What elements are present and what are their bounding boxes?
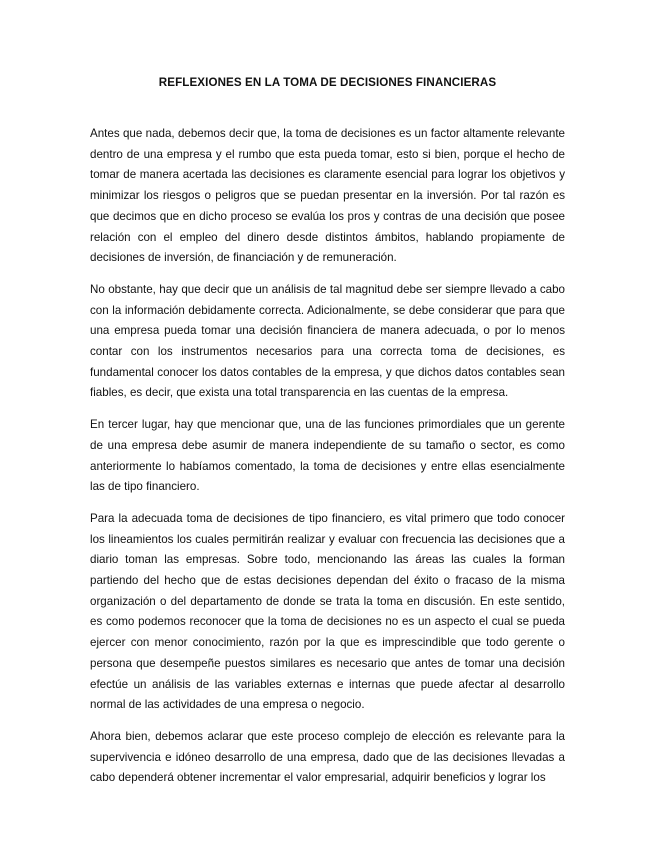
document-body — [90, 124, 565, 800]
paragraph-4: Para la adecuada toma de decisiones de tipo financiero, es vital primero que todo conocer los lineamientos los cuales permitirán realizar y evaluar con frecuencia las decisiones que a diario toman las empresas. Sobre todo, mencionando las áreas las cuales la forman partiendo del hecho que de estas decisiones dependan del éxito o fracaso de la misma organización o del departamento de donde se trata la toma en discusión. En este sentido, es como podemos reconocer que la toma de decisiones no es un aspecto el cual se pueda ejercer con menor conocimiento, razón por la que es imprescindible que todo gerente o persona que desempeñe puestos similares es necesario que antes de tomar una decisión efectúe un análisis de las variables externas e internas que puede afectar al desarrollo normal de las actividades de una empresa o negocio. — [90, 511, 565, 712]
paragraph-5: Ahora bien, debemos aclarar que este proceso complejo de elección es relevante para la supervivencia e idóneo desarrollo de una empresa, dado que de las decisiones llevadas a cabo dependerá obtener incrementar el valor empresarial, adquirir beneficios y lograr los — [90, 729, 565, 785]
paragraph-2: No obstante, hay que decir que un análisis de tal magnitud debe ser siempre llevado a cabo con la información debidamente correcta. Adicionalmente, se debe considerar que para que una empresa pueda tomar una decisión financiera de manera adecuada, o por lo menos contar con los instrumentos necesarios para una correcta toma de decisiones, es fundamental conocer los datos contables de la empresa, y que dichos datos contables sean fiables, es decir, que exista una total transparencia en las cuentas de la empresa. — [90, 282, 565, 400]
paragraph-1: Antes que nada, debemos decir que, la toma de decisiones es un factor altamente relevante dentro de una empresa y el rumbo que esta pueda tomar, esto si bien, porque el hecho de tomar de manera acertada las decisiones es claramente esencial para lograr los objetivos y minimizar los riesgos o peligros que se puedan presentar en la inversión. Por tal razón es que decimos que en dicho proceso se evalúa los pros y contras de una decisión que posee relación con el empleo del dinero desde distintos ámbitos, hablando propiamente de decisiones de inversión, de financiación y de remuneración. — [90, 127, 565, 265]
paragraph-3: En tercer lugar, hay que mencionar que, una de las funciones primordiales que un gerente de una empresa debe asumir de manera independiente de su tamaño o sector, es como anteriormente lo habíamos comentado, la toma de decisiones y entre ellas esencialmente las de tipo financiero. — [90, 418, 565, 494]
document-title: REFLEXIONES EN LA TOMA DE DECISIONES FINANCIERAS — [158, 76, 497, 89]
